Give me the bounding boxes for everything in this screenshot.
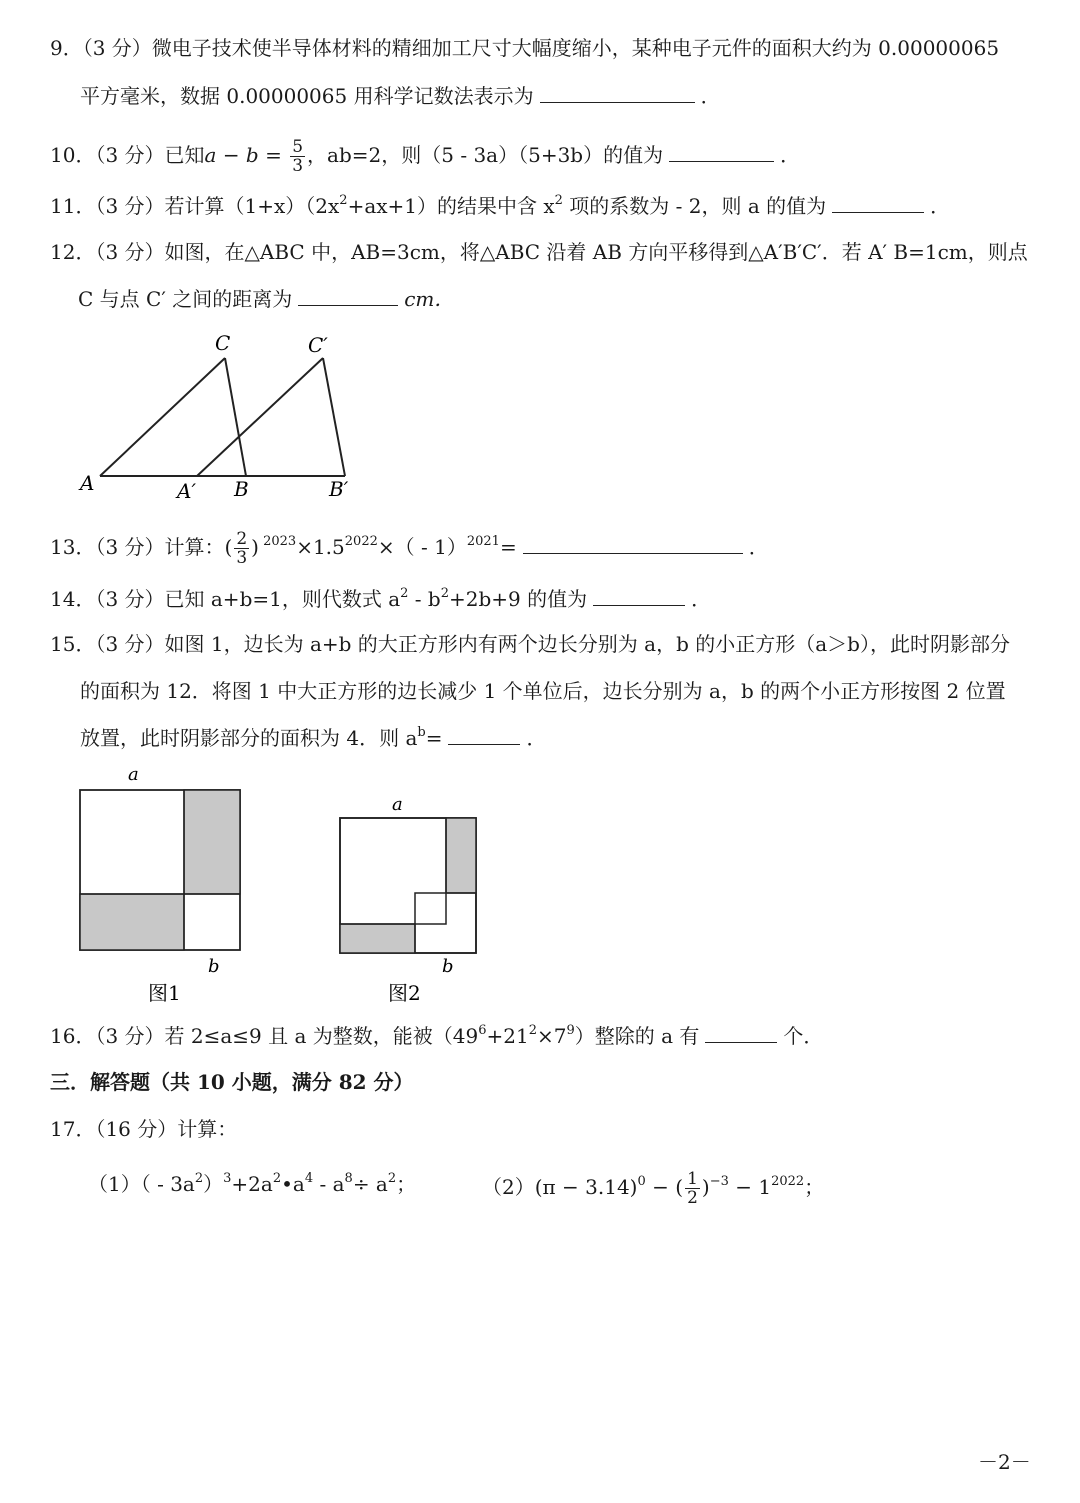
q16-answer-blank[interactable] bbox=[705, 1022, 777, 1043]
q12-unit: cm． bbox=[404, 287, 455, 311]
q17-p2-frac-den: 2 bbox=[687, 1188, 698, 1208]
edge-a2c2 bbox=[197, 358, 323, 476]
q9-text-2: 平方毫米，数据 0.00000065 用科学记数法表示为 bbox=[80, 84, 534, 108]
q9-end: ． bbox=[700, 84, 721, 108]
label-a-prime: A′ bbox=[177, 479, 196, 503]
q15-exp: b bbox=[417, 725, 426, 740]
q10-frac-den: 3 bbox=[292, 156, 304, 176]
q10-equation: a − b = bbox=[204, 143, 282, 167]
q13-frac-den: 3 bbox=[236, 548, 248, 568]
q17-part1 bbox=[88, 1170, 416, 1198]
fig1-shaded-bottom bbox=[80, 894, 184, 950]
q17-p1-t7: ； bbox=[396, 1172, 417, 1196]
q15-text-3: 放置，此时阴影部分的面积为 4．则 a bbox=[80, 726, 418, 750]
q13-exp-1: 2023 bbox=[258, 534, 297, 549]
q17-p2-e1: 0 bbox=[637, 1174, 646, 1189]
q15-line1 bbox=[50, 630, 1010, 658]
q9-line2 bbox=[80, 82, 721, 110]
q15-eq: = bbox=[425, 726, 443, 750]
q11-answer-blank[interactable] bbox=[832, 192, 924, 213]
q17-p1-t6: ÷ a bbox=[352, 1172, 388, 1196]
q15-line3 bbox=[80, 724, 546, 752]
q11-t2: +ax+1）的结果中含 x bbox=[347, 194, 555, 218]
q17-p1-t1: （ - 3a bbox=[140, 1172, 195, 1196]
label-c-prime: C′ bbox=[308, 333, 328, 357]
q15-figure-1 bbox=[70, 760, 260, 1010]
label-b: B bbox=[234, 477, 249, 501]
q9-line1 bbox=[50, 34, 999, 62]
q16-exp-3: 9 bbox=[566, 1023, 575, 1038]
q15-text-1: 如图 1，边长为 a+b 的大正方形内有两个边长分别为 a，b 的小正方形（a＞b），此时阴影部分 bbox=[164, 632, 1010, 656]
edge-ac bbox=[100, 358, 225, 476]
q17-p1-e6: 2 bbox=[387, 1171, 397, 1186]
q14-exp-1: 2 bbox=[400, 586, 409, 601]
q13-exp-2: 2022 bbox=[344, 534, 378, 549]
q13-eq: = bbox=[499, 535, 517, 559]
q11-exp-2: 2 bbox=[554, 193, 563, 208]
label-a: A bbox=[80, 471, 95, 495]
q15-answer-blank[interactable] bbox=[448, 724, 520, 745]
q14-line bbox=[50, 585, 711, 613]
q12-answer-blank[interactable] bbox=[298, 285, 398, 306]
fig2-shaded-right bbox=[446, 818, 476, 893]
q17-part2 bbox=[482, 1170, 824, 1207]
q13-exp-3: 2021 bbox=[466, 534, 500, 549]
q13-pre: 计算：( bbox=[164, 535, 233, 559]
fig1-caption: 图1 bbox=[148, 981, 181, 1005]
fig2-label-a: a bbox=[392, 794, 403, 815]
q17-p2-t5: ； bbox=[804, 1175, 825, 1199]
fig2-caption: 图2 bbox=[388, 981, 421, 1005]
edge-cb bbox=[225, 358, 246, 476]
q16-number: 16．（3 分） bbox=[50, 1024, 165, 1048]
q9-text-1: 微电子技术使半导体材料的精细加工尺寸大幅度缩小，某种电子元件的面积大约为 0.00000065 bbox=[151, 36, 1000, 60]
q15-line2 bbox=[80, 677, 1006, 705]
q10-end: ． bbox=[780, 143, 801, 167]
q15-number: 15．（3 分） bbox=[50, 632, 165, 656]
q13-frac-num: 2 bbox=[236, 529, 248, 549]
q16-t2: +21 bbox=[486, 1024, 529, 1048]
q14-end: ． bbox=[691, 587, 712, 611]
page-number: －2－ bbox=[978, 1450, 1031, 1474]
q11-end: ． bbox=[930, 194, 951, 218]
q15-end: ． bbox=[526, 726, 547, 750]
q17-p1-t2: ） bbox=[203, 1172, 224, 1196]
q11-t3: 项的系数为 - 2，则 a 的值为 bbox=[562, 194, 827, 218]
q13-number: 13．（3 分） bbox=[50, 535, 165, 559]
q11-line bbox=[50, 192, 950, 220]
edge-c2b2 bbox=[323, 358, 345, 476]
q13-t2: ×（ - 1） bbox=[377, 535, 467, 559]
q17-number: 17．（16 分） bbox=[50, 1117, 178, 1141]
q12-number: 12．（3 分） bbox=[50, 240, 165, 264]
q17-p2-t1: (π − 3.14) bbox=[534, 1175, 638, 1199]
q9-number: 9．（3 分） bbox=[50, 36, 152, 60]
q14-exp-2: 2 bbox=[440, 586, 449, 601]
q17-p1-e5: 8 bbox=[344, 1171, 353, 1186]
q14-t2: - b bbox=[408, 587, 441, 611]
q16-line bbox=[50, 1022, 823, 1050]
q17-p2-frac-num: 1 bbox=[687, 1169, 698, 1189]
fig1-label-b: b bbox=[208, 956, 220, 977]
q14-t1: 已知 a+b=1，则代数式 a bbox=[164, 587, 401, 611]
q10-number: 10．（3 分） bbox=[50, 143, 165, 167]
q17-text: 计算： bbox=[177, 1117, 238, 1141]
q14-number: 14．（3 分） bbox=[50, 587, 165, 611]
q17-p1-t4: •a bbox=[281, 1172, 305, 1196]
q17-p1-t5: - a bbox=[313, 1172, 345, 1196]
q11-exp-1: 2 bbox=[339, 193, 348, 208]
q17-p1-e3: 2 bbox=[272, 1171, 282, 1186]
label-c: C bbox=[215, 331, 231, 355]
q11-t1: 若计算（1+x）（2x bbox=[164, 194, 340, 218]
q16-exp-2: 2 bbox=[528, 1023, 538, 1038]
q17-p1-e2: 3 bbox=[223, 1171, 232, 1186]
q15-figure-2 bbox=[330, 790, 490, 1010]
q13-close: ) bbox=[251, 535, 259, 559]
q15-text-2: 的面积为 12．将图 1 中大正方形的边长减少 1 个单位后，边长分别为 a，b 的两个小正方形按图 2 位置 bbox=[80, 679, 1006, 703]
fig1-shaded-right bbox=[184, 790, 240, 894]
q10-frac-num: 5 bbox=[292, 137, 304, 157]
q17-p1-e4: 4 bbox=[304, 1171, 314, 1186]
q17-p2-label: （2） bbox=[482, 1175, 535, 1199]
q13-t1: ×1.5 bbox=[296, 535, 345, 559]
q10-line bbox=[50, 138, 800, 175]
q17-p2-t4: − 1 bbox=[728, 1175, 772, 1199]
fig2-label-b: b bbox=[442, 956, 454, 977]
q12-triangle-figure bbox=[70, 328, 370, 508]
q12-line1 bbox=[50, 238, 1028, 266]
q13-end: ． bbox=[748, 535, 769, 559]
q10-mid: ，ab=2，则（5 - 3a）（5+3b）的值为 bbox=[307, 143, 664, 167]
q17-p2-t2: − ( bbox=[645, 1175, 684, 1199]
q11-number: 11．（3 分） bbox=[50, 194, 165, 218]
q17-p2-t3: ) bbox=[701, 1175, 710, 1199]
label-b-prime: B′ bbox=[329, 477, 349, 501]
q12-text-2: C 与点 C′ 之间的距离为 bbox=[78, 287, 293, 311]
q14-t3: +2b+9 的值为 bbox=[448, 587, 588, 611]
q16-t4: ）整除的 a 有 bbox=[574, 1024, 700, 1048]
q17-line bbox=[50, 1115, 237, 1143]
q14-answer-blank[interactable] bbox=[593, 585, 685, 606]
q17-p1-label: （1） bbox=[88, 1172, 141, 1196]
section-3-title: 三．解答题（共 10 小题，满分 82 分） bbox=[50, 1070, 414, 1094]
fig1-label-a: a bbox=[128, 764, 139, 785]
q16-t3: ×7 bbox=[537, 1024, 567, 1048]
q12-line2 bbox=[78, 285, 454, 313]
q17-p2-fraction bbox=[685, 1170, 700, 1207]
q10-pre: 已知 bbox=[164, 143, 205, 167]
q13-line bbox=[50, 530, 769, 567]
q17-p1-t3: +2a bbox=[231, 1172, 273, 1196]
q17-p2-e3: 2022 bbox=[771, 1174, 805, 1189]
q10-answer-blank[interactable] bbox=[669, 141, 774, 162]
q17-p2-e2: −3 bbox=[709, 1174, 729, 1189]
q13-answer-blank[interactable] bbox=[523, 533, 743, 554]
q10-fraction bbox=[290, 138, 305, 175]
q12-text-1: 如图，在△ABC 中，AB=3cm，将△ABC 沿着 AB 方向平移得到△A′B′C′．若 A′ B=1cm，则点 bbox=[164, 240, 1028, 264]
q16-exp-1: 6 bbox=[478, 1023, 487, 1038]
q9-answer-blank[interactable] bbox=[540, 82, 695, 103]
q13-fraction bbox=[234, 530, 249, 567]
fig2-shaded-bottom bbox=[340, 924, 415, 953]
q16-t1: 若 2≤a≤9 且 a 为整数，能被（49 bbox=[164, 1024, 479, 1048]
q16-end: 个． bbox=[783, 1024, 824, 1048]
q17-p1-e1: 2 bbox=[194, 1171, 204, 1186]
